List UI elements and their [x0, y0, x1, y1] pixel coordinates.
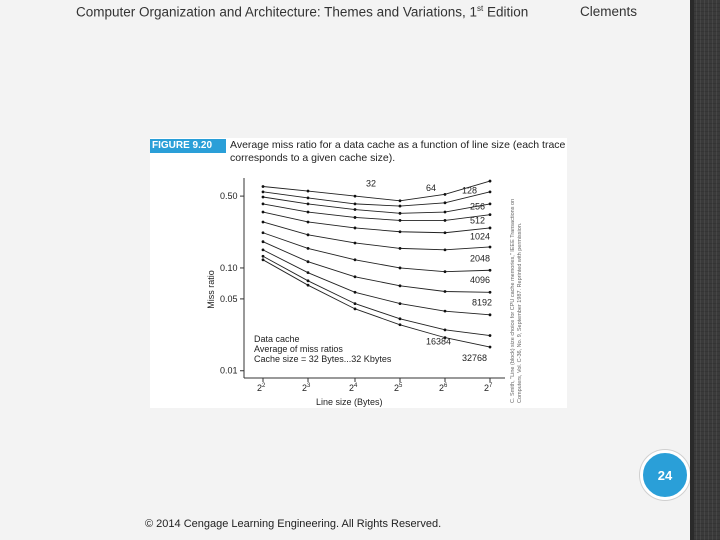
x-tick-exponent: 2	[262, 383, 266, 389]
x-tick-base: 2	[394, 383, 400, 393]
series-point-4096	[489, 291, 492, 294]
series-point-128	[262, 196, 265, 199]
x-tick-label	[257, 383, 266, 393]
series-point-32	[354, 195, 357, 198]
series-point-128	[399, 212, 402, 215]
series-line-1024	[263, 222, 490, 250]
series-line-64	[263, 192, 490, 206]
figure-caption: Average miss ratio for a data cache as a function of line size (each trace corresponds to a given cache size).	[230, 139, 566, 164]
series-point-256	[489, 213, 492, 216]
y-tick-label: 0.10	[220, 262, 238, 273]
series-point-16384	[354, 302, 357, 305]
series-point-1024	[489, 246, 492, 249]
series-point-8192	[489, 313, 492, 316]
series-label-128: 128	[462, 185, 478, 196]
series-point-4096	[444, 290, 447, 293]
y-tick-label: 0.50	[220, 191, 238, 202]
legend-text-0: Data cache	[254, 334, 300, 344]
x-tick-exponent: 7	[489, 383, 493, 389]
legend-text-1: Average of miss ratios	[254, 344, 343, 354]
series-point-128	[489, 202, 492, 205]
header-suffix: Edition	[483, 4, 529, 20]
miss-ratio-chart	[150, 138, 567, 408]
series-point-32768	[489, 346, 492, 349]
series-point-32768	[354, 307, 357, 310]
series-line-32	[263, 181, 490, 201]
series-point-256	[354, 216, 357, 219]
series-point-32768	[399, 323, 402, 326]
series-line-16384	[263, 253, 493, 335]
series-point-32768	[307, 284, 310, 287]
series-point-1024	[399, 247, 402, 250]
series-point-32	[444, 193, 447, 196]
series-point-512	[354, 227, 357, 230]
series-point-4096	[399, 284, 402, 287]
series-point-2048	[262, 231, 265, 234]
slide-header	[76, 4, 528, 20]
series-point-128	[444, 211, 447, 214]
figure-panel	[150, 138, 567, 408]
y-tick-label: 0.05	[220, 293, 238, 304]
series-point-64	[444, 201, 447, 204]
x-axis-label: Line size (Bytes)	[316, 397, 383, 407]
x-tick-base: 2	[257, 383, 263, 393]
series-point-2048	[307, 247, 310, 250]
series-point-512	[444, 231, 447, 234]
x-tick-exponent: 6	[444, 383, 448, 389]
series-point-32	[399, 199, 402, 202]
series-point-512	[262, 211, 265, 214]
series-point-256	[444, 219, 447, 222]
legend-text-2: Cache size = 32 Bytes...32 Kbytes	[254, 354, 392, 364]
series-label-512: 512	[470, 215, 486, 226]
series-point-32	[262, 185, 265, 188]
series-point-1024	[444, 248, 447, 251]
series-point-16384	[262, 255, 265, 258]
series-point-512	[399, 230, 402, 233]
figure-credit: C. Smith, "Line (block) size choice for CPU cache memories," IEEE Transactions on Computers, Vol. C-36, No. 9, September 1987. Reprinted with permission.	[510, 198, 523, 403]
series-line-8192	[263, 250, 493, 315]
series-point-32	[307, 190, 310, 193]
series-label-32768: 32768	[462, 352, 488, 363]
series-point-512	[489, 227, 492, 230]
series-point-256	[262, 202, 265, 205]
series-point-128	[307, 202, 310, 205]
x-tick-exponent: 3	[307, 383, 311, 389]
series-point-8192	[307, 271, 310, 274]
series-label-32: 32	[366, 178, 377, 189]
series-point-4096	[262, 240, 265, 243]
x-tick-label	[439, 383, 448, 393]
series-line-512	[263, 212, 490, 233]
series-point-8192	[354, 291, 357, 294]
series-point-2048	[354, 258, 357, 261]
series-point-64	[489, 190, 492, 193]
series-line-256	[263, 201, 490, 221]
series-point-32768	[262, 258, 265, 261]
series-point-2048	[489, 269, 492, 272]
series-point-8192	[262, 248, 265, 251]
series-point-2048	[444, 270, 447, 273]
series-label-2048: 2048	[470, 253, 491, 264]
series-point-4096	[354, 275, 357, 278]
series-point-64	[399, 205, 402, 208]
x-tick-exponent: 5	[399, 383, 403, 389]
x-tick-label	[484, 383, 493, 393]
series-point-8192	[399, 302, 402, 305]
x-tick-base: 2	[439, 383, 445, 393]
series-point-64	[307, 197, 310, 200]
series-label-16384: 16384	[426, 336, 452, 347]
x-tick-base: 2	[302, 383, 308, 393]
y-tick-label: 0.01	[220, 365, 238, 376]
series-label-8192: 8192	[472, 297, 493, 308]
x-tick-exponent: 4	[354, 383, 358, 389]
x-tick-base: 2	[349, 383, 355, 393]
copyright-footer: © 2014 Cengage Learning Engineering. All Rights Reserved.	[145, 518, 442, 530]
header-title: Computer Organization and Architecture: Themes and Variations, 1	[76, 4, 477, 20]
series-point-16384	[489, 334, 492, 337]
series-label-64: 64	[426, 183, 437, 194]
series-line-2048	[263, 233, 490, 272]
series-point-16384	[444, 328, 447, 331]
series-point-4096	[307, 260, 310, 263]
header-superscript: st	[476, 4, 484, 13]
series-point-8192	[444, 310, 447, 313]
figure-label: FIGURE 9.20	[150, 139, 226, 153]
series-point-256	[399, 219, 402, 222]
series-point-256	[307, 211, 310, 214]
series-label-1024: 1024	[470, 231, 491, 242]
y-axis-label: Miss ratio	[206, 270, 216, 309]
series-point-1024	[307, 233, 310, 236]
author-name: Clements	[580, 4, 638, 19]
series-point-64	[354, 202, 357, 205]
series-point-1024	[354, 242, 357, 245]
right-edge-rule	[690, 0, 694, 540]
series-point-16384	[307, 279, 310, 282]
series-point-2048	[399, 267, 402, 270]
series-label-4096: 4096	[470, 275, 491, 286]
series-point-64	[262, 190, 265, 193]
x-tick-label	[302, 383, 311, 393]
series-label-256: 256	[470, 201, 486, 212]
series-point-1024	[262, 221, 265, 224]
series-point-16384	[399, 317, 402, 320]
x-tick-label	[349, 383, 358, 393]
page-number-badge: 24	[640, 450, 690, 500]
x-tick-label	[394, 383, 403, 393]
x-tick-base: 2	[484, 383, 490, 393]
series-point-512	[307, 221, 310, 224]
series-point-128	[354, 208, 357, 211]
series-point-32	[489, 180, 492, 183]
